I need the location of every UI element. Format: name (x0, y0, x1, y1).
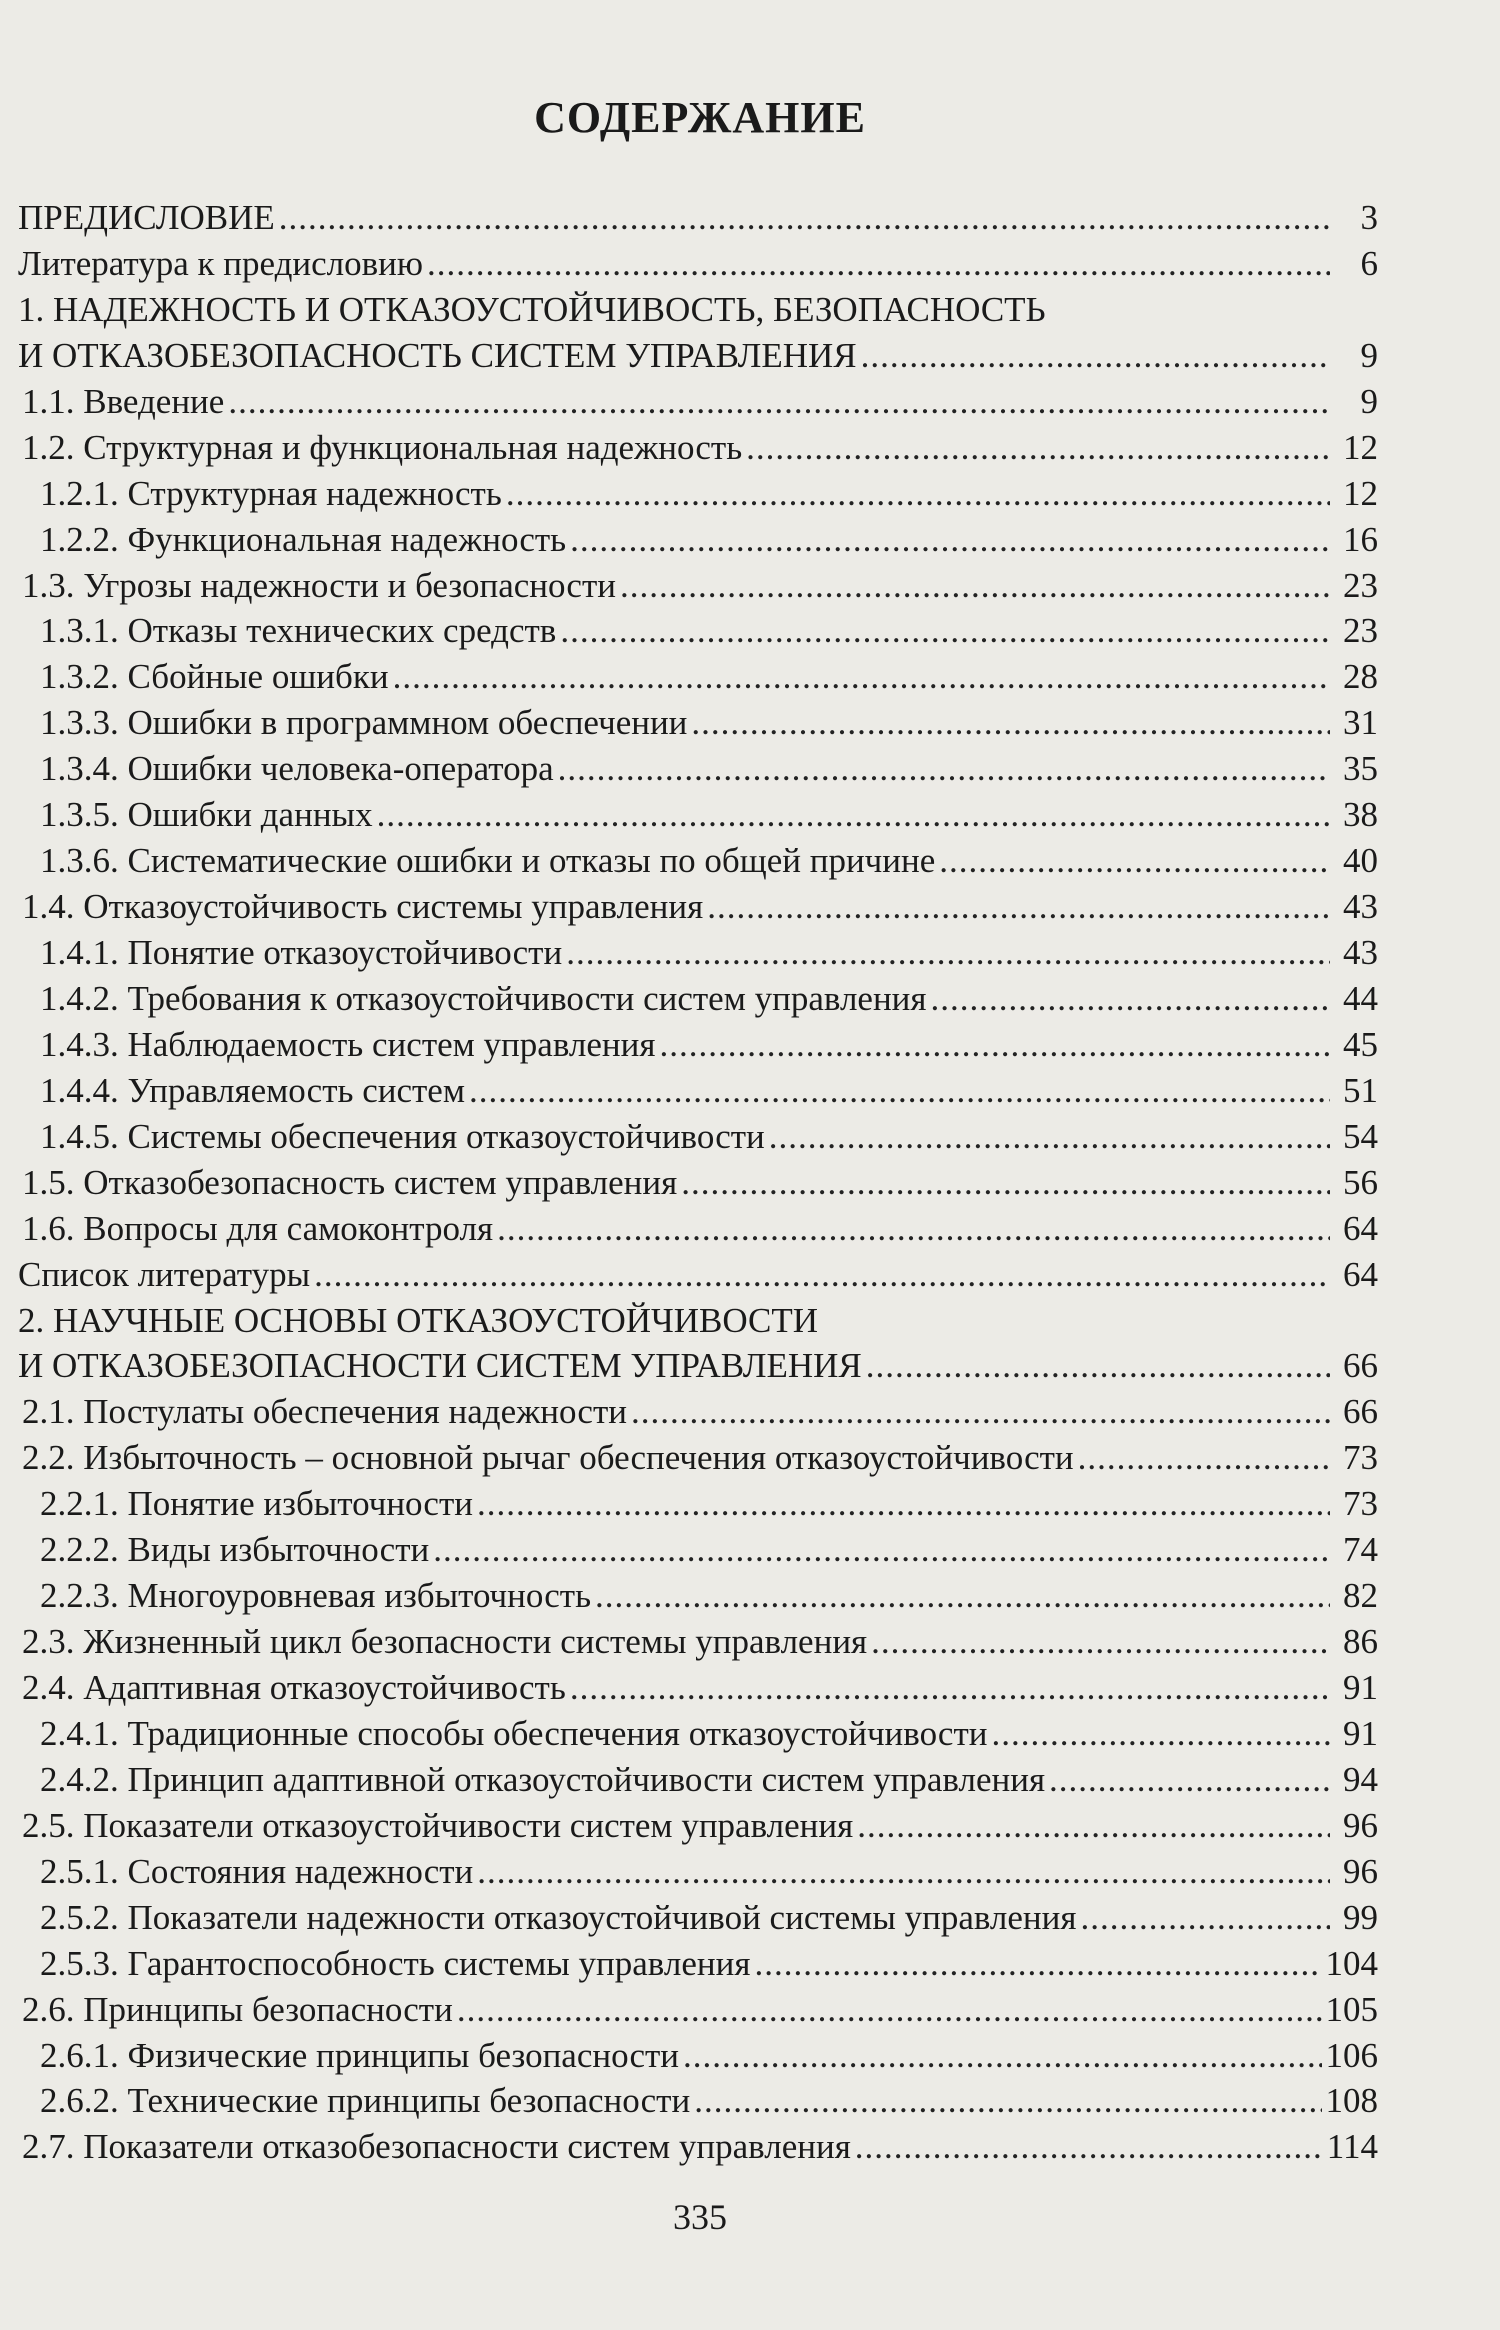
toc-entry (18, 1160, 1378, 1206)
dot-leader (497, 1206, 1330, 1252)
toc-entry (18, 654, 1378, 700)
toc-entry-title: 2.2.1. Понятие избыточности (40, 1484, 473, 1524)
toc-entry-page: 12 (1343, 473, 1378, 513)
dot-leader (566, 930, 1330, 976)
toc-entry (18, 838, 1378, 884)
toc-entry-title: 1.4.3. Наблюдаемость систем управления (40, 1024, 656, 1064)
toc-entry-page: 99 (1343, 1897, 1378, 1937)
toc-entry-title: Список литературы (18, 1254, 311, 1294)
toc-entry-page: 40 (1343, 841, 1378, 881)
toc-entry (18, 1987, 1378, 2033)
dot-leader (754, 1941, 1321, 1987)
toc-entry (18, 379, 1378, 425)
dot-leader (855, 2124, 1323, 2170)
toc-entry-page: 9 (1360, 335, 1378, 375)
table-of-contents (18, 195, 1378, 2170)
toc-entry-page: 82 (1343, 1576, 1378, 1616)
toc-entry-page: 3 (1360, 198, 1378, 237)
toc-entry-page: 66 (1343, 1392, 1378, 1432)
toc-entry (18, 976, 1378, 1022)
toc-entry-title: 1.4.5. Системы обеспечения отказоустойчивости (40, 1116, 765, 1156)
toc-entry (18, 792, 1378, 838)
toc-entry (18, 1573, 1378, 1619)
dot-leader (707, 884, 1330, 930)
toc-entry-title: 1.3.5. Ошибки данных (40, 795, 373, 835)
toc-entry (18, 746, 1378, 792)
dot-leader (393, 654, 1330, 700)
toc-entry-page: 86 (1343, 1622, 1378, 1662)
toc-entry (18, 1757, 1378, 1803)
toc-entry-title: 1.6. Вопросы для самоконтроля (22, 1208, 494, 1248)
toc-entry-title: 2.4.2. Принцип адаптивной отказоустойчивости систем управления (40, 1759, 1046, 1799)
toc-entry (18, 1941, 1378, 1987)
toc-entry-page: 9 (1360, 381, 1378, 421)
toc-entry-title: 2.2.3. Многоуровневая избыточность (40, 1576, 592, 1616)
toc-entry-title: 1.2. Структурная и функциональная надежность (22, 427, 743, 467)
toc-entry-page: 28 (1343, 657, 1378, 697)
page-title: СОДЕРЖАНИЕ (534, 93, 866, 142)
dot-leader (570, 517, 1330, 563)
toc-entry-page: 45 (1343, 1024, 1378, 1064)
toc-entry-page: 64 (1343, 1254, 1378, 1294)
dot-leader (857, 1803, 1330, 1849)
dot-leader (377, 792, 1330, 838)
toc-entry (18, 1435, 1378, 1481)
toc-entry (18, 1849, 1378, 1895)
toc-entry (18, 1022, 1378, 1068)
dot-leader (560, 608, 1330, 654)
toc-entry-page: 16 (1343, 519, 1378, 559)
toc-entry (18, 471, 1378, 517)
toc-entry-title: 1.4.1. Понятие отказоустойчивости (40, 933, 563, 972)
toc-entry-title: 2.1. Постулаты обеспечения надежности (22, 1392, 627, 1432)
toc-entry-page: 108 (1325, 2081, 1378, 2121)
dot-leader (992, 1711, 1331, 1757)
dot-leader (694, 2078, 1321, 2124)
toc-entry-title: 2. НАУЧНЫЕ ОСНОВЫ ОТКАЗОУСТОЙЧИВОСТИ (18, 1300, 819, 1340)
dot-leader (620, 563, 1330, 609)
toc-entry-title: 2.5.2. Показатели надежности отказоустойчивой системы управления (40, 1897, 1077, 1937)
dot-leader (427, 241, 1330, 287)
dot-leader (570, 1665, 1330, 1711)
toc-entry-title: 1.3.2. Сбойные ошибки (40, 657, 389, 697)
dot-leader (691, 700, 1330, 746)
toc-entry-title: 1.5. Отказобезопасность систем управления (22, 1162, 678, 1202)
dot-leader (931, 976, 1330, 1022)
toc-entry (18, 700, 1378, 746)
toc-entry (18, 1527, 1378, 1573)
toc-entry-page: 23 (1343, 565, 1378, 605)
toc-entry-page: 38 (1343, 795, 1378, 835)
toc-entry-page: 94 (1343, 1759, 1378, 1799)
toc-entry (18, 1895, 1378, 1941)
toc-entry-title: 1.3. Угрозы надежности и безопасности (22, 565, 616, 605)
toc-entry-title: 1.2.2. Функциональная надежность (40, 519, 567, 559)
toc-entry-title: 2.5. Показатели отказоустойчивости систем управления (22, 1805, 854, 1845)
toc-entry (18, 333, 1378, 379)
toc-entry-page: 43 (1343, 933, 1378, 972)
toc-entry-title: 1.3.4. Ошибки человека-оператора (40, 749, 554, 789)
toc-entry (18, 1206, 1378, 1252)
toc-entry (18, 2078, 1378, 2124)
toc-entry-title: 1.4.2. Требования к отказоустойчивости систем управления (40, 978, 927, 1018)
toc-entry (18, 1114, 1378, 1160)
toc-entry (18, 195, 1378, 241)
dot-leader (1078, 1435, 1330, 1481)
dot-leader (769, 1114, 1330, 1160)
dot-leader (279, 195, 1330, 241)
dot-leader (866, 1343, 1330, 1389)
toc-entry-title: 1.4.4. Управляемость систем (40, 1070, 465, 1110)
dot-leader (746, 425, 1330, 471)
toc-entry (18, 1481, 1378, 1527)
toc-entry-page: 73 (1343, 1438, 1378, 1478)
dot-leader (477, 1849, 1330, 1895)
toc-entry-page: 96 (1343, 1851, 1378, 1891)
toc-entry (18, 1298, 1378, 1344)
toc-entry-page: 64 (1343, 1208, 1378, 1248)
toc-entry-page: 96 (1343, 1805, 1378, 1845)
toc-entry-page: 44 (1343, 978, 1378, 1018)
toc-entry (18, 1389, 1378, 1435)
toc-entry-title: 2.6.2. Технические принципы безопасности (40, 2081, 691, 2121)
toc-entry-title: 1.1. Введение (22, 381, 225, 421)
toc-entry (18, 425, 1378, 471)
toc-entry-title: 1.3.1. Отказы технических средств (40, 611, 557, 651)
dot-leader (871, 1619, 1330, 1665)
toc-entry-title: 1.4. Отказоустойчивость системы управления (22, 887, 704, 927)
toc-entry-page: 56 (1343, 1162, 1378, 1202)
toc-entry (18, 241, 1378, 287)
toc-entry-title: 2.4.1. Традиционные способы обеспечения отказоустойчивости (40, 1713, 988, 1753)
toc-entry (18, 1343, 1378, 1389)
toc-entry (18, 517, 1378, 563)
toc-entry-page: 35 (1343, 749, 1378, 789)
toc-entry-title: 2.6.1. Физические принципы безопасности (40, 2035, 680, 2075)
page-number: 335 (673, 2197, 727, 2237)
dot-leader (469, 1068, 1330, 1114)
toc-entry-page: 106 (1325, 2035, 1378, 2075)
dot-leader (314, 1252, 1330, 1298)
toc-entry-page: 104 (1325, 1943, 1378, 1983)
toc-entry-page: 12 (1343, 427, 1378, 467)
toc-entry-page: 51 (1343, 1070, 1378, 1110)
toc-entry (18, 1665, 1378, 1711)
toc-entry (18, 2033, 1378, 2079)
toc-entry-page: 105 (1325, 1989, 1378, 2029)
toc-entry-page: 91 (1343, 1668, 1378, 1707)
toc-entry-title: И ОТКАЗОБЕЗОПАСНОСТЬ СИСТЕМ УПРАВЛЕНИЯ (18, 335, 857, 375)
dot-leader (659, 1022, 1330, 1068)
dot-leader (477, 1481, 1330, 1527)
toc-entry-title: Литература к предисловию (18, 243, 424, 283)
toc-entry-title: 2.6. Принципы безопасности (22, 1989, 453, 2029)
toc-entry (18, 563, 1378, 609)
dot-leader (631, 1389, 1330, 1435)
toc-entry (18, 1252, 1378, 1298)
toc-entry (18, 884, 1378, 930)
toc-entry (18, 287, 1378, 333)
toc-entry-title: 2.3. Жизненный цикл безопасности системы управления (22, 1622, 868, 1662)
toc-entry-page: 66 (1343, 1346, 1378, 1386)
toc-entry (18, 1803, 1378, 1849)
toc-entry (18, 1068, 1378, 1114)
toc-entry-page: 91 (1343, 1713, 1378, 1753)
dot-leader (433, 1527, 1330, 1573)
toc-entry-page: 31 (1343, 703, 1378, 743)
toc-entry (18, 1711, 1378, 1757)
dot-leader (1080, 1895, 1330, 1941)
toc-entry-title: 2.5.3. Гарантоспособность системы управления (40, 1943, 751, 1983)
toc-entry-page: 114 (1326, 2127, 1378, 2167)
toc-entry (18, 930, 1378, 976)
toc-entry-title: 1.3.3. Ошибки в программном обеспечении (40, 703, 688, 743)
toc-entry-title: 1.2.1. Структурная надежность (40, 473, 502, 513)
toc-entry-title: 1.3.6. Систематические ошибки и отказы по общей причине (40, 841, 936, 881)
dot-leader (558, 746, 1330, 792)
toc-entry (18, 2124, 1378, 2170)
toc-entry-page: 54 (1343, 1116, 1378, 1156)
toc-entry (18, 1619, 1378, 1665)
toc-entry-title: И ОТКАЗОБЕЗОПАСНОСТИ СИСТЕМ УПРАВЛЕНИЯ (18, 1346, 862, 1386)
toc-entry-title: 2.2.2. Виды избыточности (40, 1530, 430, 1570)
dot-leader (457, 1987, 1322, 2033)
dot-leader (1049, 1757, 1330, 1803)
dot-leader (228, 379, 1330, 425)
toc-entry-page: 73 (1343, 1484, 1378, 1524)
toc-entry-title: 2.7. Показатели отказобезопасности систем управления (22, 2127, 851, 2167)
dot-leader (683, 2033, 1321, 2079)
toc-entry-page: 6 (1360, 243, 1378, 283)
toc-entry-page: 74 (1343, 1530, 1378, 1570)
toc-entry-title: 1. НАДЕЖНОСТЬ И ОТКАЗОУСТОЙЧИВОСТЬ, БЕЗОПАСНОСТЬ (18, 289, 1046, 329)
toc-entry-title: 2.5.1. Состояния надежности (40, 1851, 474, 1891)
dot-leader (681, 1160, 1330, 1206)
toc-entry-page: 23 (1343, 611, 1378, 651)
dot-leader (939, 838, 1330, 884)
toc-entry-title: 2.4. Адаптивная отказоустойчивость (22, 1668, 566, 1707)
toc-entry-title: 2.2. Избыточность – основной рычаг обеспечения отказоустойчивости (22, 1438, 1074, 1478)
toc-entry (18, 608, 1378, 654)
toc-entry-title: ПРЕДИСЛОВИЕ (18, 198, 275, 237)
dot-leader (595, 1573, 1330, 1619)
toc-entry-page: 43 (1343, 887, 1378, 927)
dot-leader (861, 333, 1330, 379)
dot-leader (506, 471, 1330, 517)
